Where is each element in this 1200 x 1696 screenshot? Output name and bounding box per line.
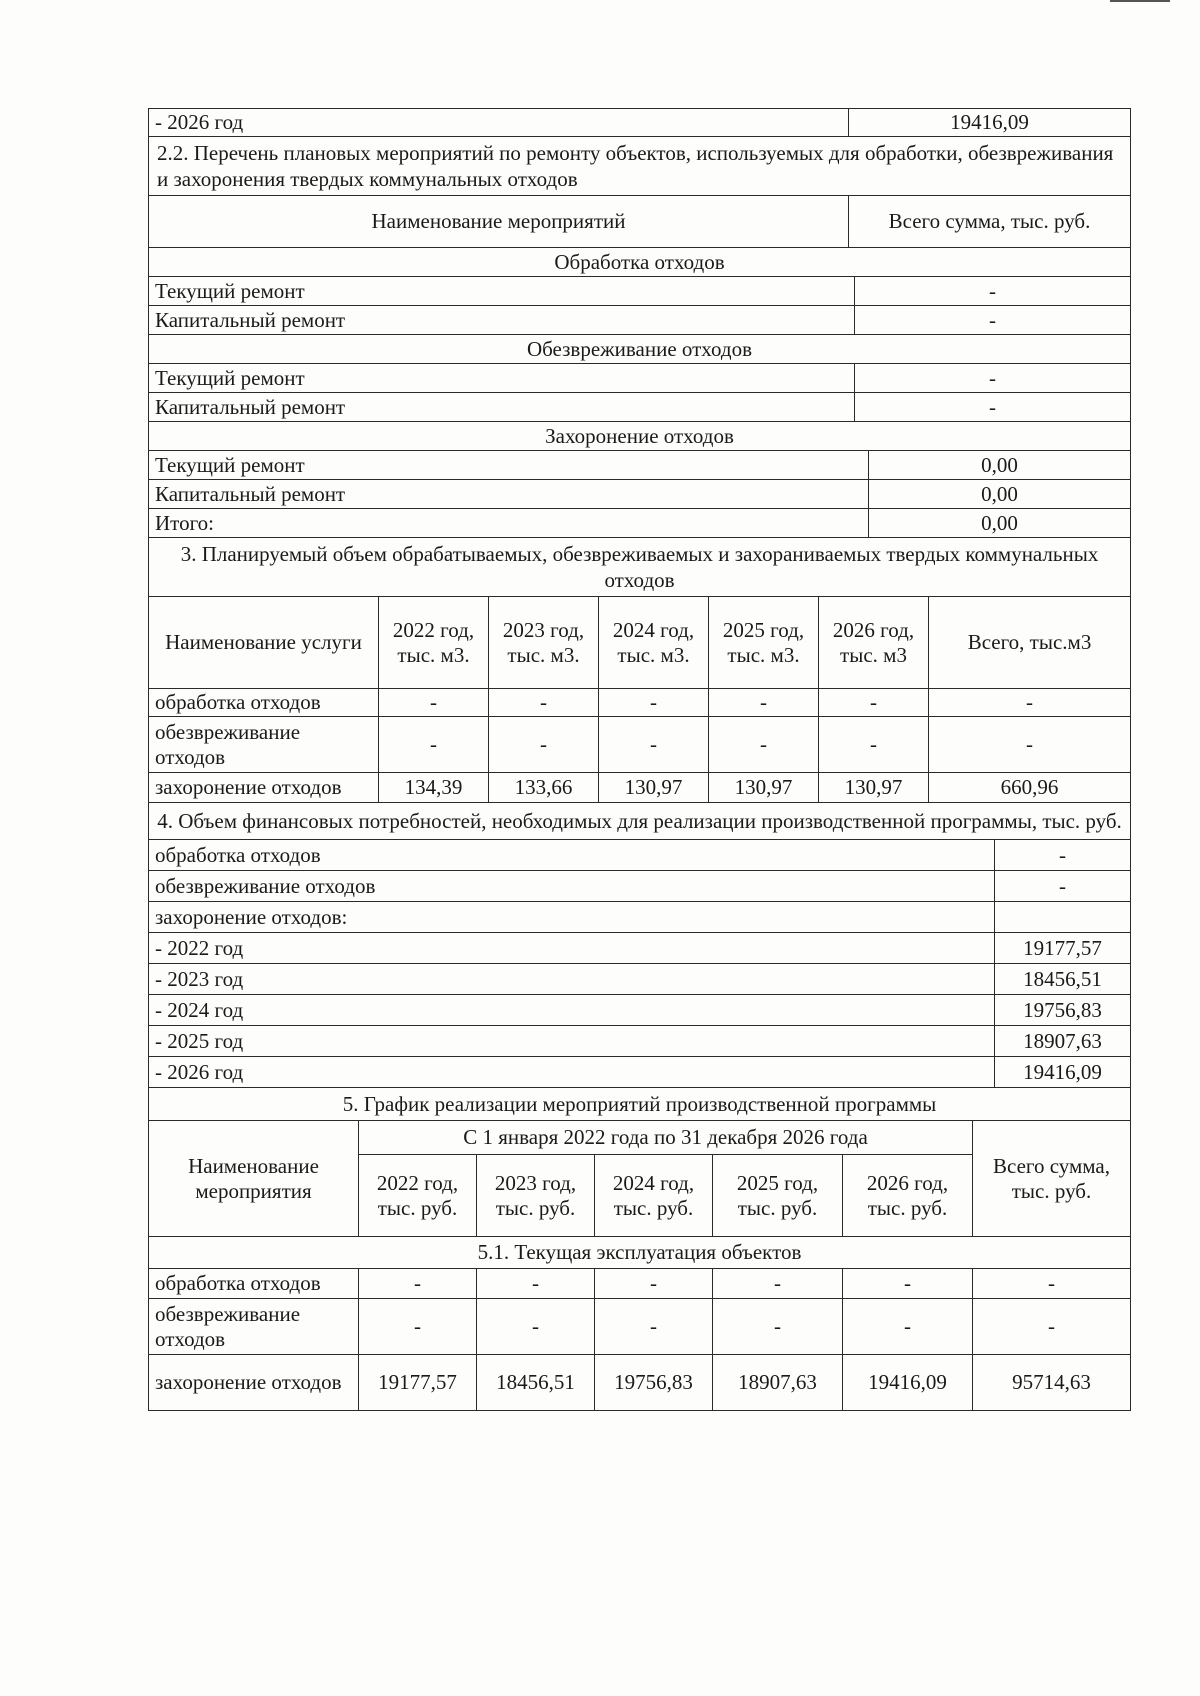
subsection-title: 5.1. Текущая эксплуатация объектов — [149, 1237, 1131, 1269]
col-header: 2024 год, тыс. м3. — [599, 597, 709, 689]
cell: - — [489, 689, 599, 717]
cell: 133,66 — [489, 773, 599, 803]
row-label: - 2022 год — [149, 933, 995, 964]
row-label: Капитальный ремонт — [149, 393, 855, 422]
cell: - — [819, 717, 929, 773]
period-header: С 1 января 2022 года по 31 декабря 2026 года — [359, 1121, 973, 1155]
table-row — [149, 1026, 1131, 1057]
row-value: - — [995, 840, 1131, 871]
cell: - — [489, 717, 599, 773]
row-label: обезвреживание отходов — [149, 871, 995, 902]
row-value: - — [855, 364, 1131, 393]
col-header: Всего, тыс.м3 — [929, 597, 1131, 689]
cell: 18907,63 — [713, 1355, 843, 1411]
burial-table — [148, 450, 1131, 538]
table-row — [149, 306, 1131, 335]
col-header: 2025 год, тыс. м3. — [709, 597, 819, 689]
row-value: - — [855, 306, 1131, 335]
table-row — [149, 480, 1131, 509]
col-header-year: 2026 год, тыс. руб. — [843, 1155, 973, 1237]
col-header-year: 2022 год, тыс. руб. — [359, 1155, 477, 1237]
col-header: 2026 год, тыс. м3 — [819, 597, 929, 689]
table-row — [149, 451, 1131, 480]
col-header: 2022 год, тыс. м3. — [379, 597, 489, 689]
cell: 130,97 — [709, 773, 819, 803]
cell: 18456,51 — [477, 1355, 595, 1411]
finance-table — [148, 802, 1131, 1088]
col-header-year: 2025 год, тыс. руб. — [713, 1155, 843, 1237]
cell: - — [713, 1269, 843, 1299]
col-header-name: Наименование мероприятия — [149, 1121, 359, 1237]
row-label: Капитальный ремонт — [149, 480, 869, 509]
scan-edge-mark — [1110, 0, 1170, 2]
cell: - — [359, 1269, 477, 1299]
cell: 134,39 — [379, 773, 489, 803]
table-row — [149, 717, 1131, 773]
cell: - — [709, 689, 819, 717]
row-label: обработка отходов — [149, 1269, 359, 1299]
table-row — [149, 773, 1131, 803]
cell: - — [599, 689, 709, 717]
row-value: - — [855, 277, 1131, 306]
table-row — [149, 902, 1131, 933]
row-value: 18456,51 — [995, 964, 1131, 995]
row-label: захоронение отходов: — [149, 902, 995, 933]
section-2-2-title: 2.2. Перечень плановых мероприятий по ремонту объектов, используемых для обработки, обезвреживания и захоронения твердых коммунальных отходов — [149, 137, 1131, 196]
row-label: обезвреживание отходов — [149, 717, 379, 773]
group-title: Захоронение отходов — [149, 422, 1131, 451]
row-value: 18907,63 — [995, 1026, 1131, 1057]
table-row — [149, 1355, 1131, 1411]
table-row — [149, 689, 1131, 717]
table-row — [149, 933, 1131, 964]
volume-table — [148, 537, 1131, 803]
cell: - — [599, 717, 709, 773]
row-label: - 2023 год — [149, 964, 995, 995]
table-row — [149, 964, 1131, 995]
cell: - — [709, 717, 819, 773]
col-header-year: 2024 год, тыс. руб. — [595, 1155, 713, 1237]
row-label: Капитальный ремонт — [149, 306, 855, 335]
row-value: 19756,83 — [995, 995, 1131, 1026]
repair-groups-table — [148, 247, 1131, 451]
table-row — [149, 1269, 1131, 1299]
cell: - — [973, 1299, 1131, 1355]
cell: 19177,57 — [359, 1355, 477, 1411]
cell: - — [713, 1299, 843, 1355]
cell: - — [843, 1269, 973, 1299]
col-header-total: Всего сумма, тыс. руб. — [849, 196, 1131, 248]
col-header-total: Всего сумма, тыс. руб. — [973, 1121, 1131, 1237]
table-row — [149, 1299, 1131, 1355]
row-label: - 2024 год — [149, 995, 995, 1026]
table-row — [149, 840, 1131, 871]
table-row — [149, 277, 1131, 306]
cell: 130,97 — [819, 773, 929, 803]
row-value: 0,00 — [869, 451, 1131, 480]
table-row — [149, 1057, 1131, 1088]
document-page — [148, 108, 1130, 1411]
schedule-table — [148, 1087, 1131, 1411]
row-label: захоронение отходов — [149, 773, 379, 803]
cell: - — [359, 1299, 477, 1355]
row-label: Итого: — [149, 509, 869, 538]
row-value — [995, 902, 1131, 933]
cell: 130,97 — [599, 773, 709, 803]
row-value: 0,00 — [869, 509, 1131, 538]
cell: 19756,83 — [595, 1355, 713, 1411]
row-label: Текущий ремонт — [149, 277, 855, 306]
cell: 95714,63 — [973, 1355, 1131, 1411]
row-label: обработка отходов — [149, 840, 995, 871]
cell: - — [477, 1299, 595, 1355]
row-label: Текущий ремонт — [149, 364, 855, 393]
cell: - — [379, 689, 489, 717]
top-row-label: - 2026 год — [149, 109, 849, 137]
section-5-title: 5. График реализации мероприятий производственной программы — [149, 1088, 1131, 1121]
table-row — [149, 509, 1131, 538]
cell: 660,96 — [929, 773, 1131, 803]
cell: - — [595, 1269, 713, 1299]
cell: 19416,09 — [843, 1355, 973, 1411]
cell: - — [973, 1269, 1131, 1299]
cell: - — [819, 689, 929, 717]
section-4-title: 4. Объем финансовых потребностей, необходимых для реализации производственной программы, тыс. руб. — [149, 803, 1131, 840]
row-value: - — [855, 393, 1131, 422]
top-row-value: 19416,09 — [849, 109, 1131, 137]
col-header-year: 2023 год, тыс. руб. — [477, 1155, 595, 1237]
cell: - — [929, 717, 1131, 773]
section-3-title: 3. Планируемый объем обрабатываемых, обезвреживаемых и захораниваемых твердых коммунальных отходов — [149, 538, 1131, 597]
row-value: 19416,09 — [995, 1057, 1131, 1088]
cell: - — [843, 1299, 973, 1355]
group-title: Обезвреживание отходов — [149, 335, 1131, 364]
table-row — [149, 871, 1131, 902]
row-value: 19177,57 — [995, 933, 1131, 964]
col-header: Наименование услуги — [149, 597, 379, 689]
row-label: - 2025 год — [149, 1026, 995, 1057]
table-row — [149, 364, 1131, 393]
cell: - — [477, 1269, 595, 1299]
table-row — [149, 995, 1131, 1026]
cell: - — [595, 1299, 713, 1355]
row-value: 0,00 — [869, 480, 1131, 509]
row-label: обработка отходов — [149, 689, 379, 717]
row-label: захоронение отходов — [149, 1355, 359, 1411]
cell: - — [379, 717, 489, 773]
row-label: Текущий ремонт — [149, 451, 869, 480]
cell: - — [929, 689, 1131, 717]
repair-table — [148, 108, 1131, 248]
col-header-name: Наименование мероприятий — [149, 196, 849, 248]
table-row — [149, 393, 1131, 422]
row-value: - — [995, 871, 1131, 902]
row-label: - 2026 год — [149, 1057, 995, 1088]
group-title: Обработка отходов — [149, 248, 1131, 277]
row-label: обезвреживание отходов — [149, 1299, 359, 1355]
col-header: 2023 год, тыс. м3. — [489, 597, 599, 689]
